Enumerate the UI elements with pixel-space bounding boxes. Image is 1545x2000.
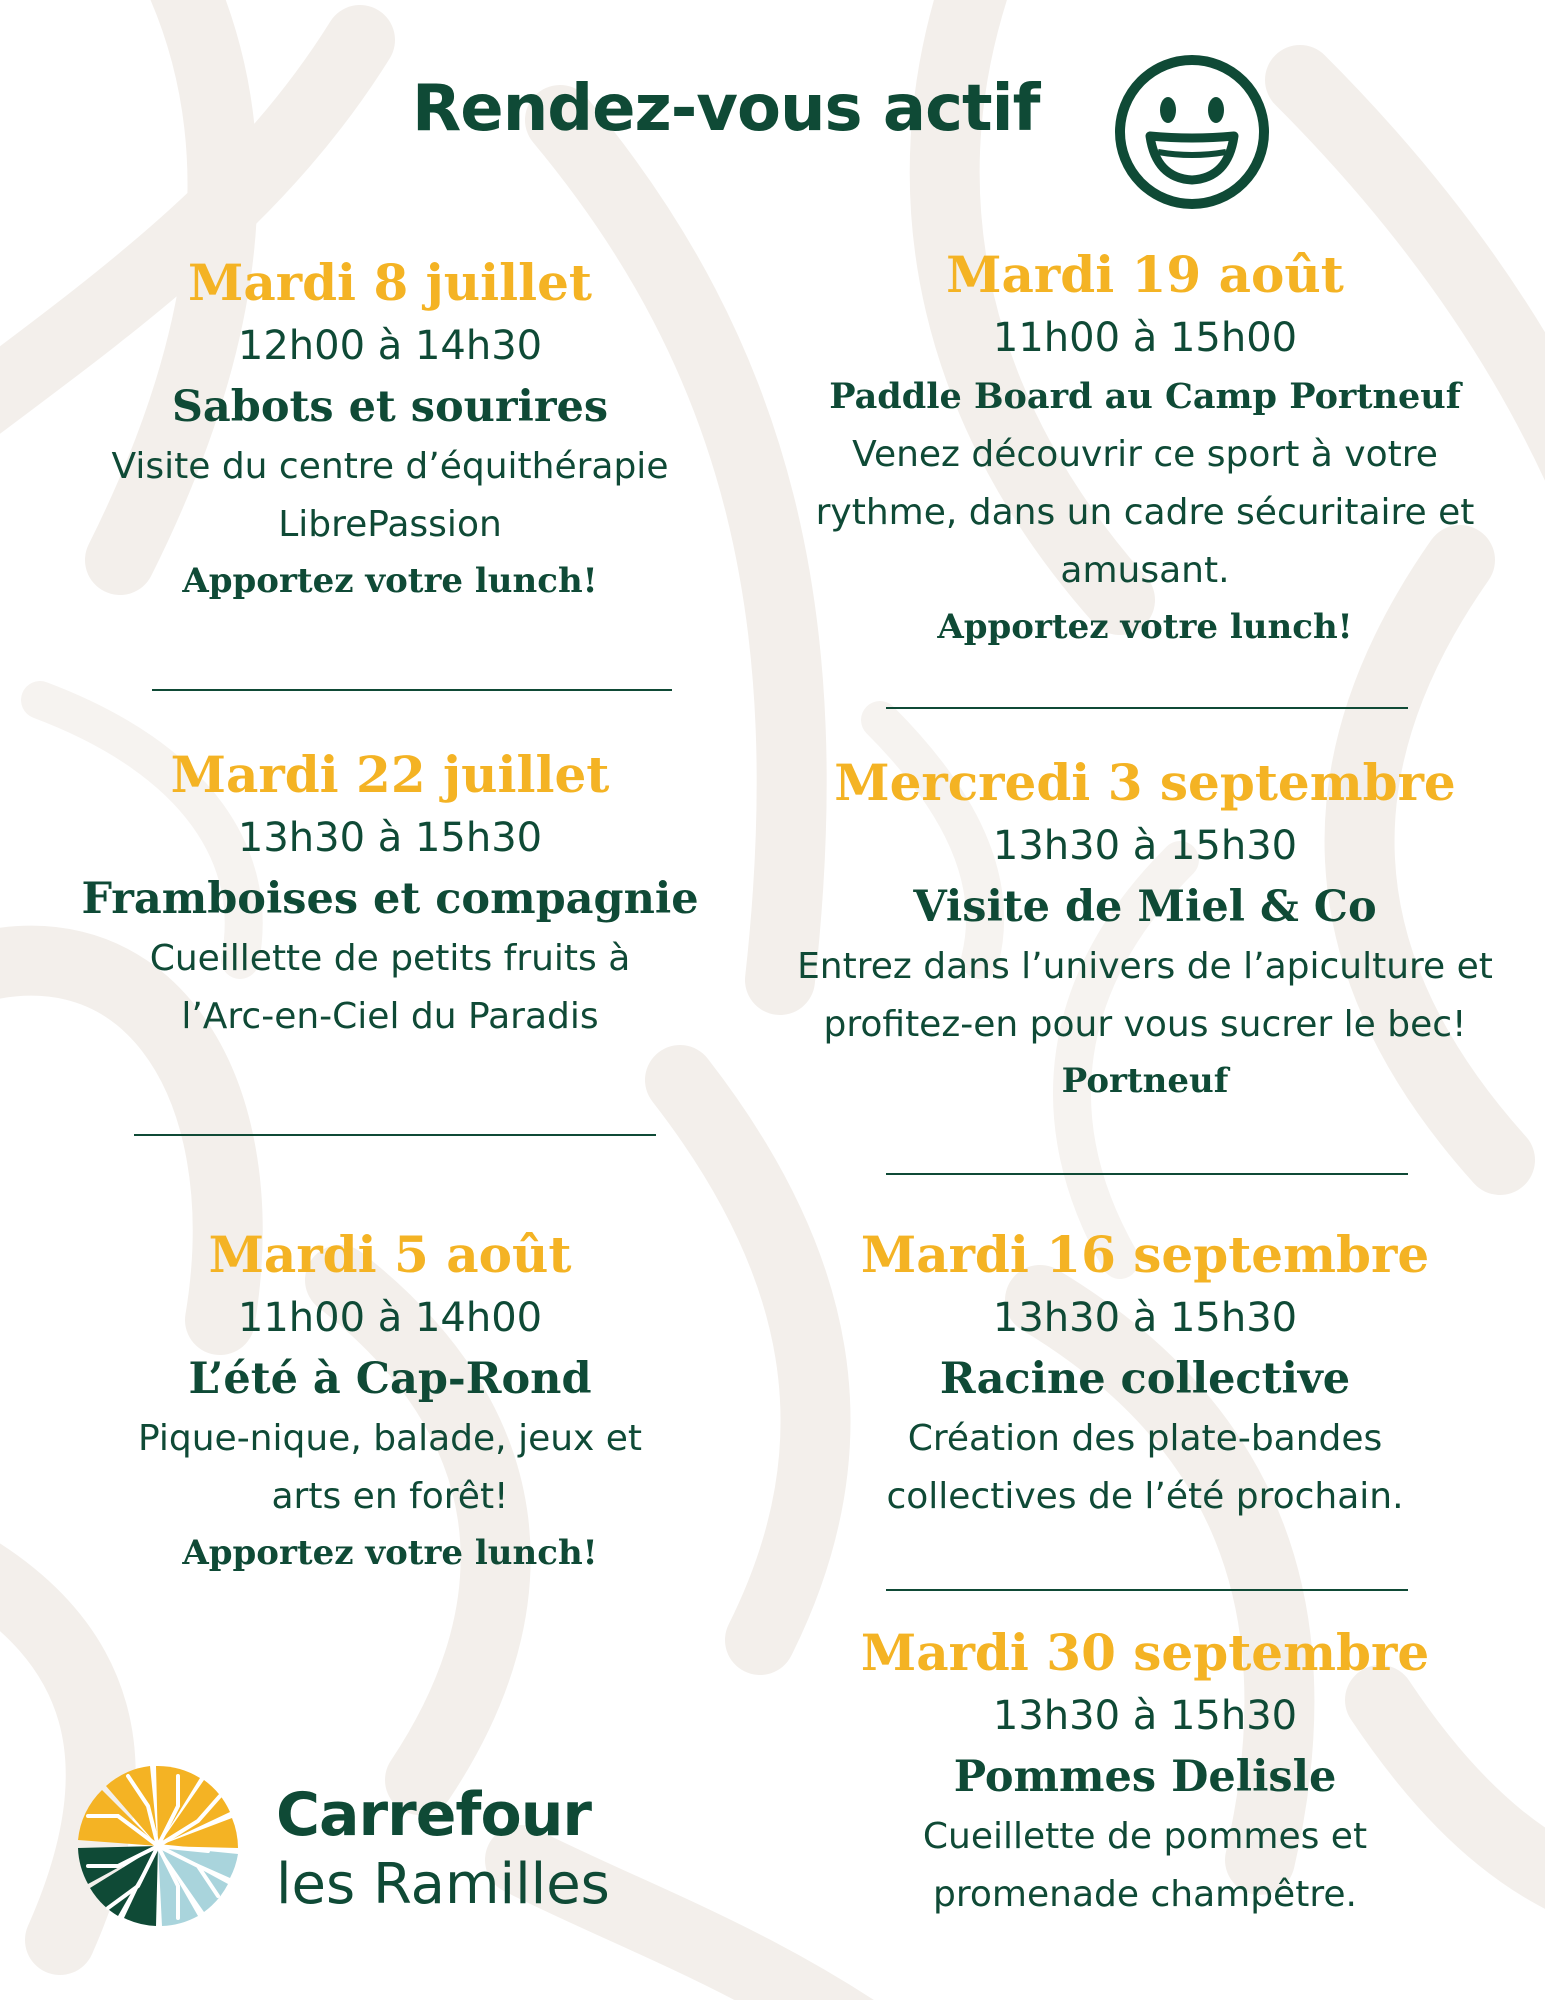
event-time: 11h00 à 14h00 xyxy=(237,1295,543,1341)
event-note: Apportez votre lunch! xyxy=(937,607,1353,647)
event-note: Apportez votre lunch! xyxy=(182,561,598,601)
event-card xyxy=(765,750,1525,1108)
event-date: Mardi 30 septembre xyxy=(860,1623,1430,1682)
event-time: 13h30 à 15h30 xyxy=(992,1693,1298,1739)
event-date: Mardi 5 août xyxy=(208,1225,572,1284)
event-card xyxy=(60,742,720,1046)
event-card xyxy=(765,1620,1525,1924)
event-description: Cueillette de petits fruits à l’Arc-en-Ciel du Paradis xyxy=(149,938,631,1037)
event-name: Framboises et compagnie xyxy=(81,874,699,924)
page-title: Rendez-vous actif xyxy=(412,72,1040,146)
brand-name-line2: les Ramilles xyxy=(276,1852,610,1917)
event-time: 13h30 à 15h30 xyxy=(992,1295,1298,1341)
event-date: Mardi 16 septembre xyxy=(860,1225,1430,1284)
brand-name-line1: Carrefour xyxy=(276,1780,592,1850)
event-name: L’été à Cap-Rond xyxy=(188,1354,592,1404)
event-note: Portneuf xyxy=(1061,1061,1229,1101)
event-description: Pique-nique, balade, jeux et arts en forêt! xyxy=(137,1418,643,1517)
smiley-face-icon xyxy=(1108,48,1276,216)
divider xyxy=(886,1589,1408,1591)
event-name: Visite de Miel & Co xyxy=(913,882,1377,932)
event-card xyxy=(765,242,1525,654)
event-name: Sabots et sourires xyxy=(171,382,609,432)
event-time: 13h30 à 15h30 xyxy=(992,823,1298,869)
event-card xyxy=(60,250,720,608)
event-description: Entrez dans l’univers de l’apiculture et profitez-en pour vous sucrer le bec! xyxy=(797,946,1493,1045)
event-date: Mercredi 3 septembre xyxy=(834,753,1456,812)
event-name: Pommes Delisle xyxy=(953,1752,1337,1802)
divider xyxy=(886,707,1408,709)
event-name: Paddle Board au Camp Portneuf xyxy=(829,376,1461,417)
carrefour-les-ramilles-logo-icon xyxy=(74,1762,242,1930)
event-description: Création des plate-bandes collectives de l’été prochain. xyxy=(886,1418,1404,1517)
event-time: 13h30 à 15h30 xyxy=(237,815,543,861)
event-card xyxy=(765,1222,1525,1526)
event-date: Mardi 8 juillet xyxy=(188,253,592,312)
event-description: Cueillette de pommes et promenade champêtre. xyxy=(922,1816,1368,1915)
event-date: Mardi 19 août xyxy=(946,245,1344,304)
event-description: Visite du centre d’équithérapie LibrePassion xyxy=(111,446,669,545)
divider xyxy=(134,1134,656,1136)
event-date: Mardi 22 juillet xyxy=(170,745,610,804)
event-card xyxy=(60,1222,720,1580)
divider xyxy=(152,689,672,691)
event-note: Apportez votre lunch! xyxy=(182,1533,598,1573)
event-time: 11h00 à 15h00 xyxy=(992,315,1298,361)
event-name: Racine collective xyxy=(939,1354,1351,1404)
divider xyxy=(886,1173,1408,1175)
event-description: Venez découvrir ce sport à votre rythme, dans un cadre sécuritaire et amusant. xyxy=(815,434,1475,591)
event-time: 12h00 à 14h30 xyxy=(237,323,543,369)
